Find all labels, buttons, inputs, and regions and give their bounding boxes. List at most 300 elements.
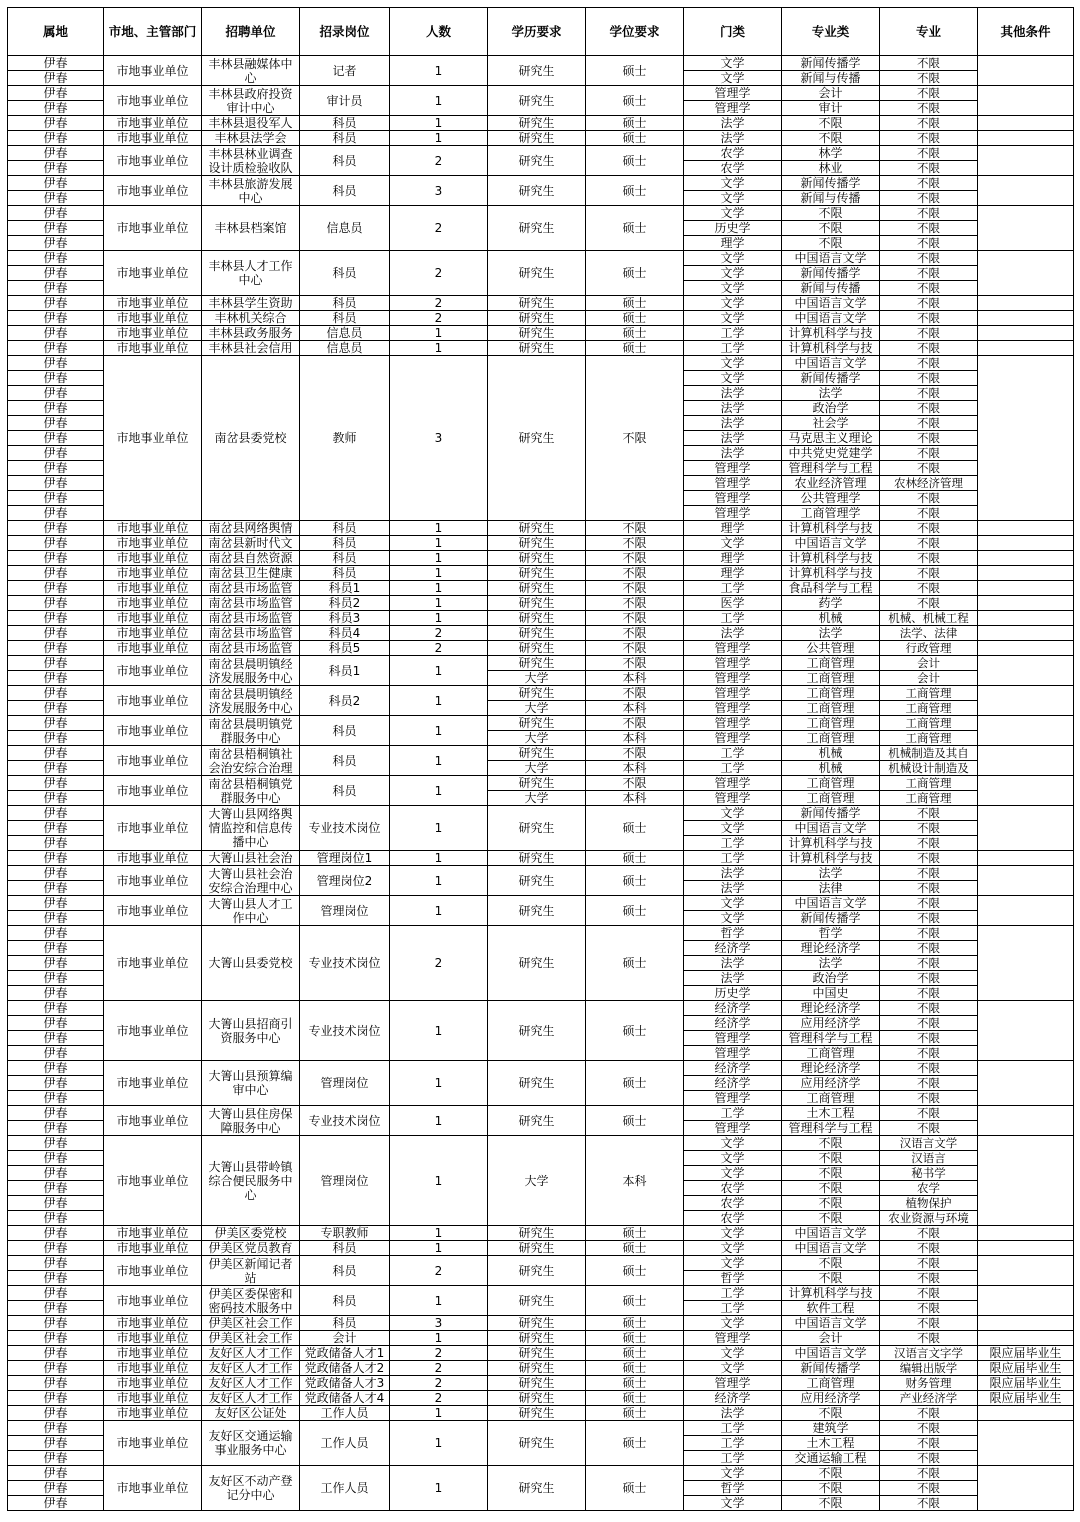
degree-cell: 不限 — [586, 656, 684, 671]
education-cell: 研究生 — [488, 611, 586, 626]
category-cell: 工学 — [684, 1106, 782, 1121]
education-cell: 研究生 — [488, 896, 586, 926]
major-cell: 工商管理 — [880, 731, 978, 746]
unit-cell: 丰林县社会信用 — [202, 341, 300, 356]
major-class-cell: 新闻传播学 — [782, 266, 880, 281]
major-class-cell: 不限 — [782, 206, 880, 221]
area-cell: 伊春 — [8, 1061, 104, 1076]
area-cell: 伊春 — [8, 1166, 104, 1181]
unit-cell: 南岔县网络舆情 — [202, 521, 300, 536]
area-cell: 伊春 — [8, 266, 104, 281]
major-class-cell: 工商管理 — [782, 731, 880, 746]
area-cell: 伊春 — [8, 596, 104, 611]
area-cell: 伊春 — [8, 521, 104, 536]
count-cell: 1 — [390, 581, 488, 596]
major-cell: 不限 — [880, 596, 978, 611]
major-cell: 不限 — [880, 71, 978, 86]
major-cell: 财务管理 — [880, 1376, 978, 1391]
education-cell: 研究生 — [488, 206, 586, 251]
dept-cell: 市地事业单位 — [104, 536, 202, 551]
major-cell: 不限 — [880, 1436, 978, 1451]
category-cell: 工学 — [684, 1436, 782, 1451]
table-row — [8, 611, 1074, 626]
category-cell: 工学 — [684, 341, 782, 356]
unit-cell: 大箐山县预算编审中心 — [202, 1061, 300, 1106]
area-cell: 伊春 — [8, 851, 104, 866]
area-cell: 伊春 — [8, 341, 104, 356]
major-class-cell: 计算机科学与技 — [782, 341, 880, 356]
header-category: 门类 — [684, 8, 782, 56]
major-cell: 不限 — [880, 1046, 978, 1061]
post-cell: 科员 — [300, 776, 390, 806]
dept-cell: 市地事业单位 — [104, 296, 202, 311]
category-cell: 法学 — [684, 401, 782, 416]
table-row — [8, 806, 1074, 821]
major-class-cell: 法律 — [782, 881, 880, 896]
post-cell: 科员 — [300, 536, 390, 551]
education-cell: 研究生 — [488, 1061, 586, 1106]
other-cell — [978, 1406, 1074, 1421]
category-cell: 管理学 — [684, 506, 782, 521]
degree-cell: 本科 — [586, 701, 684, 716]
category-cell: 经济学 — [684, 1076, 782, 1091]
major-cell: 农业资源与环境 — [880, 1211, 978, 1226]
major-cell: 机械制造及其自 — [880, 746, 978, 761]
major-class-cell: 管理科学与工程 — [782, 1031, 880, 1046]
category-cell: 管理学 — [684, 1376, 782, 1391]
table-row — [8, 926, 1074, 941]
category-cell: 管理学 — [684, 671, 782, 686]
major-class-cell: 机械 — [782, 746, 880, 761]
major-class-cell: 不限 — [782, 1151, 880, 1166]
post-cell: 科员2 — [300, 686, 390, 716]
count-cell: 1 — [390, 806, 488, 851]
major-cell: 不限 — [880, 446, 978, 461]
major-cell: 不限 — [880, 566, 978, 581]
major-class-cell: 工商管理 — [782, 716, 880, 731]
unit-cell: 伊美区社会工作 — [202, 1316, 300, 1331]
area-cell: 伊春 — [8, 476, 104, 491]
post-cell: 管理岗位 — [300, 896, 390, 926]
major-class-cell: 新闻与传播 — [782, 281, 880, 296]
area-cell: 伊春 — [8, 206, 104, 221]
major-cell: 工商管理 — [880, 776, 978, 791]
category-cell: 管理学 — [684, 491, 782, 506]
category-cell: 工学 — [684, 1421, 782, 1436]
education-cell: 研究生 — [488, 1466, 586, 1511]
other-cell — [978, 1466, 1074, 1511]
post-cell: 科员2 — [300, 596, 390, 611]
area-cell: 伊春 — [8, 746, 104, 761]
major-cell: 不限 — [880, 266, 978, 281]
post-cell: 科员1 — [300, 581, 390, 596]
category-cell: 工学 — [684, 1286, 782, 1301]
major-cell: 不限 — [880, 1076, 978, 1091]
education-cell: 研究生 — [488, 1256, 586, 1286]
area-cell: 伊春 — [8, 1301, 104, 1316]
unit-cell: 南岔县市场监管 — [202, 641, 300, 656]
category-cell: 文学 — [684, 1466, 782, 1481]
unit-cell: 南岔县新时代文 — [202, 536, 300, 551]
degree-cell: 硕士 — [586, 296, 684, 311]
dept-cell: 市地事业单位 — [104, 1286, 202, 1316]
post-cell: 科员 — [300, 1256, 390, 1286]
major-cell: 不限 — [880, 1091, 978, 1106]
major-class-cell: 不限 — [782, 116, 880, 131]
category-cell: 工学 — [684, 326, 782, 341]
table-row — [8, 686, 1074, 701]
count-cell: 1 — [390, 1106, 488, 1136]
area-cell: 伊春 — [8, 956, 104, 971]
other-cell — [978, 746, 1074, 776]
post-cell: 科员 — [300, 116, 390, 131]
area-cell: 伊春 — [8, 776, 104, 791]
dept-cell: 市地事业单位 — [104, 1376, 202, 1391]
major-class-cell: 应用经济学 — [782, 1016, 880, 1031]
table-row — [8, 1466, 1074, 1481]
major-cell: 不限 — [880, 1256, 978, 1271]
area-cell: 伊春 — [8, 551, 104, 566]
table-row — [8, 206, 1074, 221]
dept-cell: 市地事业单位 — [104, 716, 202, 746]
area-cell: 伊春 — [8, 311, 104, 326]
category-cell: 文学 — [684, 911, 782, 926]
unit-cell: 大箐山县人才工作中心 — [202, 896, 300, 926]
education-cell: 研究生 — [488, 851, 586, 866]
major-class-cell: 工商管理学 — [782, 506, 880, 521]
major-cell: 工商管理 — [880, 791, 978, 806]
area-cell: 伊春 — [8, 296, 104, 311]
dept-cell: 市地事业单位 — [104, 206, 202, 251]
education-cell: 研究生 — [488, 776, 586, 791]
major-cell: 产业经济学 — [880, 1391, 978, 1406]
count-cell: 1 — [390, 131, 488, 146]
area-cell: 伊春 — [8, 1346, 104, 1361]
major-class-cell: 新闻传播学 — [782, 806, 880, 821]
count-cell: 1 — [390, 746, 488, 776]
category-cell: 法学 — [684, 116, 782, 131]
education-cell: 大学 — [488, 761, 586, 776]
category-cell: 经济学 — [684, 1016, 782, 1031]
category-cell: 文学 — [684, 536, 782, 551]
dept-cell: 市地事业单位 — [104, 551, 202, 566]
major-class-cell: 政治学 — [782, 401, 880, 416]
major-class-cell: 管理科学与工程 — [782, 1121, 880, 1136]
count-cell: 1 — [390, 1226, 488, 1241]
post-cell: 专业技术岗位 — [300, 1106, 390, 1136]
other-cell — [978, 656, 1074, 686]
education-cell: 研究生 — [488, 716, 586, 731]
count-cell: 2 — [390, 1391, 488, 1406]
header-post: 招录岗位 — [300, 8, 390, 56]
table-row — [8, 296, 1074, 311]
area-cell: 伊春 — [8, 626, 104, 641]
unit-cell: 大箐山县社会治 — [202, 851, 300, 866]
education-cell: 研究生 — [488, 1331, 586, 1346]
area-cell: 伊春 — [8, 386, 104, 401]
category-cell: 理学 — [684, 551, 782, 566]
other-cell — [978, 551, 1074, 566]
major-cell: 不限 — [880, 296, 978, 311]
major-cell: 会计 — [880, 656, 978, 671]
table-row — [8, 746, 1074, 761]
other-cell — [978, 1106, 1074, 1136]
header-dept: 市地、主管部门 — [104, 8, 202, 56]
category-cell: 经济学 — [684, 941, 782, 956]
degree-cell: 硕士 — [586, 86, 684, 116]
degree-cell: 硕士 — [586, 1361, 684, 1376]
post-cell: 党政储备人才1 — [300, 1346, 390, 1361]
major-class-cell: 中国语言文学 — [782, 821, 880, 836]
major-class-cell: 不限 — [782, 1256, 880, 1271]
education-cell: 研究生 — [488, 581, 586, 596]
education-cell: 研究生 — [488, 1241, 586, 1256]
category-cell: 工学 — [684, 611, 782, 626]
other-cell — [978, 1061, 1074, 1106]
category-cell: 文学 — [684, 821, 782, 836]
major-class-cell: 公共管理学 — [782, 491, 880, 506]
area-cell: 伊春 — [8, 1241, 104, 1256]
major-cell: 不限 — [880, 401, 978, 416]
degree-cell: 不限 — [586, 776, 684, 791]
degree-cell: 不限 — [586, 566, 684, 581]
other-cell — [978, 716, 1074, 746]
category-cell: 医学 — [684, 596, 782, 611]
other-cell — [978, 1226, 1074, 1241]
major-class-cell: 中国语言文学 — [782, 1316, 880, 1331]
degree-cell: 不限 — [586, 716, 684, 731]
unit-cell: 伊美区委党校 — [202, 1226, 300, 1241]
count-cell: 1 — [390, 86, 488, 116]
unit-cell: 丰林县学生资助 — [202, 296, 300, 311]
category-cell: 经济学 — [684, 1391, 782, 1406]
other-cell — [978, 851, 1074, 866]
area-cell: 伊春 — [8, 401, 104, 416]
dept-cell: 市地事业单位 — [104, 626, 202, 641]
category-cell: 文学 — [684, 1361, 782, 1376]
major-cell: 不限 — [880, 536, 978, 551]
table-row — [8, 116, 1074, 131]
major-class-cell: 工商管理 — [782, 671, 880, 686]
major-cell: 不限 — [880, 821, 978, 836]
degree-cell: 不限 — [586, 581, 684, 596]
area-cell: 伊春 — [8, 1256, 104, 1271]
category-cell: 文学 — [684, 206, 782, 221]
education-cell: 研究生 — [488, 641, 586, 656]
count-cell: 1 — [390, 1331, 488, 1346]
education-cell: 研究生 — [488, 311, 586, 326]
unit-cell: 南岔县市场监管 — [202, 611, 300, 626]
post-cell: 科员 — [300, 311, 390, 326]
unit-cell: 友好区人才工作 — [202, 1346, 300, 1361]
area-cell: 伊春 — [8, 1226, 104, 1241]
category-cell: 文学 — [684, 1316, 782, 1331]
major-class-cell: 工商管理 — [782, 776, 880, 791]
other-cell — [978, 131, 1074, 146]
area-cell: 伊春 — [8, 581, 104, 596]
count-cell: 1 — [390, 686, 488, 716]
degree-cell: 硕士 — [586, 851, 684, 866]
major-cell: 汉语言文学 — [880, 1136, 978, 1151]
other-cell: 限应届毕业生 — [978, 1346, 1074, 1361]
post-cell: 科员1 — [300, 656, 390, 686]
major-cell: 不限 — [880, 1286, 978, 1301]
dept-cell: 市地事业单位 — [104, 1331, 202, 1346]
area-cell: 伊春 — [8, 1406, 104, 1421]
education-cell: 研究生 — [488, 746, 586, 761]
count-cell: 2 — [390, 206, 488, 251]
major-class-cell: 哲学 — [782, 926, 880, 941]
category-cell: 文学 — [684, 806, 782, 821]
major-cell: 不限 — [880, 521, 978, 536]
category-cell: 文学 — [684, 281, 782, 296]
major-class-cell: 计算机科学与技 — [782, 566, 880, 581]
education-cell: 研究生 — [488, 1376, 586, 1391]
other-cell: 限应届毕业生 — [978, 1361, 1074, 1376]
other-cell — [978, 356, 1074, 521]
degree-cell: 不限 — [586, 626, 684, 641]
major-cell: 不限 — [880, 176, 978, 191]
post-cell: 科员 — [300, 551, 390, 566]
category-cell: 历史学 — [684, 221, 782, 236]
unit-cell: 友好区人才工作 — [202, 1391, 300, 1406]
degree-cell: 硕士 — [586, 146, 684, 176]
category-cell: 文学 — [684, 896, 782, 911]
education-cell: 研究生 — [488, 356, 586, 521]
table-row — [8, 356, 1074, 371]
area-cell: 伊春 — [8, 701, 104, 716]
count-cell: 1 — [390, 656, 488, 686]
unit-cell: 友好区交通运输事业服务中心 — [202, 1421, 300, 1466]
major-class-cell: 建筑学 — [782, 1421, 880, 1436]
dept-cell: 市地事业单位 — [104, 1406, 202, 1421]
unit-cell: 伊美区党员教育 — [202, 1241, 300, 1256]
category-cell: 农学 — [684, 146, 782, 161]
degree-cell: 硕士 — [586, 131, 684, 146]
table-row — [8, 1331, 1074, 1346]
major-cell: 不限 — [880, 941, 978, 956]
category-cell: 文学 — [684, 176, 782, 191]
major-cell: 植物保护 — [880, 1196, 978, 1211]
post-cell: 科员 — [300, 746, 390, 776]
major-class-cell: 不限 — [782, 1136, 880, 1151]
dept-cell: 市地事业单位 — [104, 86, 202, 116]
category-cell: 管理学 — [684, 101, 782, 116]
post-cell: 科员 — [300, 1316, 390, 1331]
dept-cell: 市地事业单位 — [104, 1316, 202, 1331]
area-cell: 伊春 — [8, 641, 104, 656]
major-cell: 不限 — [880, 1121, 978, 1136]
post-cell: 科员 — [300, 1241, 390, 1256]
post-cell: 管理岗位2 — [300, 866, 390, 896]
degree-cell: 硕士 — [586, 1391, 684, 1406]
area-cell: 伊春 — [8, 656, 104, 671]
category-cell: 理学 — [684, 521, 782, 536]
other-cell — [978, 176, 1074, 206]
post-cell: 专职教师 — [300, 1226, 390, 1241]
table-row — [8, 566, 1074, 581]
category-cell: 经济学 — [684, 1061, 782, 1076]
post-cell: 科员 — [300, 566, 390, 581]
major-cell: 不限 — [880, 956, 978, 971]
major-class-cell: 不限 — [782, 1181, 880, 1196]
area-cell: 伊春 — [8, 1091, 104, 1106]
degree-cell: 不限 — [586, 356, 684, 521]
post-cell: 党政储备人才2 — [300, 1361, 390, 1376]
major-class-cell: 应用经济学 — [782, 1391, 880, 1406]
major-cell: 不限 — [880, 506, 978, 521]
table-row — [8, 536, 1074, 551]
degree-cell: 硕士 — [586, 1466, 684, 1511]
unit-cell: 伊美区委保密和密码技术服务中 — [202, 1286, 300, 1316]
education-cell: 研究生 — [488, 131, 586, 146]
major-cell: 不限 — [880, 281, 978, 296]
table-row — [8, 326, 1074, 341]
major-class-cell: 法学 — [782, 626, 880, 641]
category-cell: 工学 — [684, 761, 782, 776]
degree-cell: 本科 — [586, 791, 684, 806]
major-cell: 不限 — [880, 116, 978, 131]
degree-cell: 不限 — [586, 536, 684, 551]
post-cell: 信息员 — [300, 341, 390, 356]
major-class-cell: 农业经济管理 — [782, 476, 880, 491]
count-cell: 2 — [390, 1376, 488, 1391]
major-class-cell: 不限 — [782, 1196, 880, 1211]
area-cell: 伊春 — [8, 1196, 104, 1211]
table-row — [8, 1406, 1074, 1421]
major-cell: 不限 — [880, 236, 978, 251]
degree-cell: 不限 — [586, 611, 684, 626]
unit-cell: 南岔县晨明镇经济发展服务中心 — [202, 686, 300, 716]
post-cell: 工作人员 — [300, 1406, 390, 1421]
category-cell: 法学 — [684, 626, 782, 641]
other-cell — [978, 1136, 1074, 1226]
major-class-cell: 会计 — [782, 1331, 880, 1346]
table-row — [8, 1376, 1074, 1391]
dept-cell: 市地事业单位 — [104, 1421, 202, 1466]
area-cell: 伊春 — [8, 836, 104, 851]
count-cell: 1 — [390, 611, 488, 626]
unit-cell: 大箐山县网络舆情监控和信息传播中心 — [202, 806, 300, 851]
post-cell: 科员 — [300, 521, 390, 536]
category-cell: 哲学 — [684, 1481, 782, 1496]
education-cell: 研究生 — [488, 536, 586, 551]
major-class-cell: 新闻传播学 — [782, 56, 880, 71]
table-row — [8, 311, 1074, 326]
dept-cell: 市地事业单位 — [104, 311, 202, 326]
area-cell: 伊春 — [8, 536, 104, 551]
category-cell: 法学 — [684, 131, 782, 146]
major-cell: 不限 — [880, 806, 978, 821]
count-cell: 1 — [390, 566, 488, 581]
table-row — [8, 56, 1074, 71]
major-class-cell: 计算机科学与技 — [782, 836, 880, 851]
education-cell: 研究生 — [488, 56, 586, 86]
post-cell: 工作人员 — [300, 1421, 390, 1466]
area-cell: 伊春 — [8, 761, 104, 776]
other-cell — [978, 1331, 1074, 1346]
post-cell: 科员 — [300, 251, 390, 296]
major-class-cell: 计算机科学与技 — [782, 851, 880, 866]
area-cell: 伊春 — [8, 431, 104, 446]
major-cell: 不限 — [880, 341, 978, 356]
post-cell: 专业技术岗位 — [300, 926, 390, 1001]
post-cell: 信息员 — [300, 206, 390, 251]
major-cell: 不限 — [880, 1466, 978, 1481]
category-cell: 农学 — [684, 161, 782, 176]
category-cell: 法学 — [684, 956, 782, 971]
dept-cell: 市地事业单位 — [104, 566, 202, 581]
